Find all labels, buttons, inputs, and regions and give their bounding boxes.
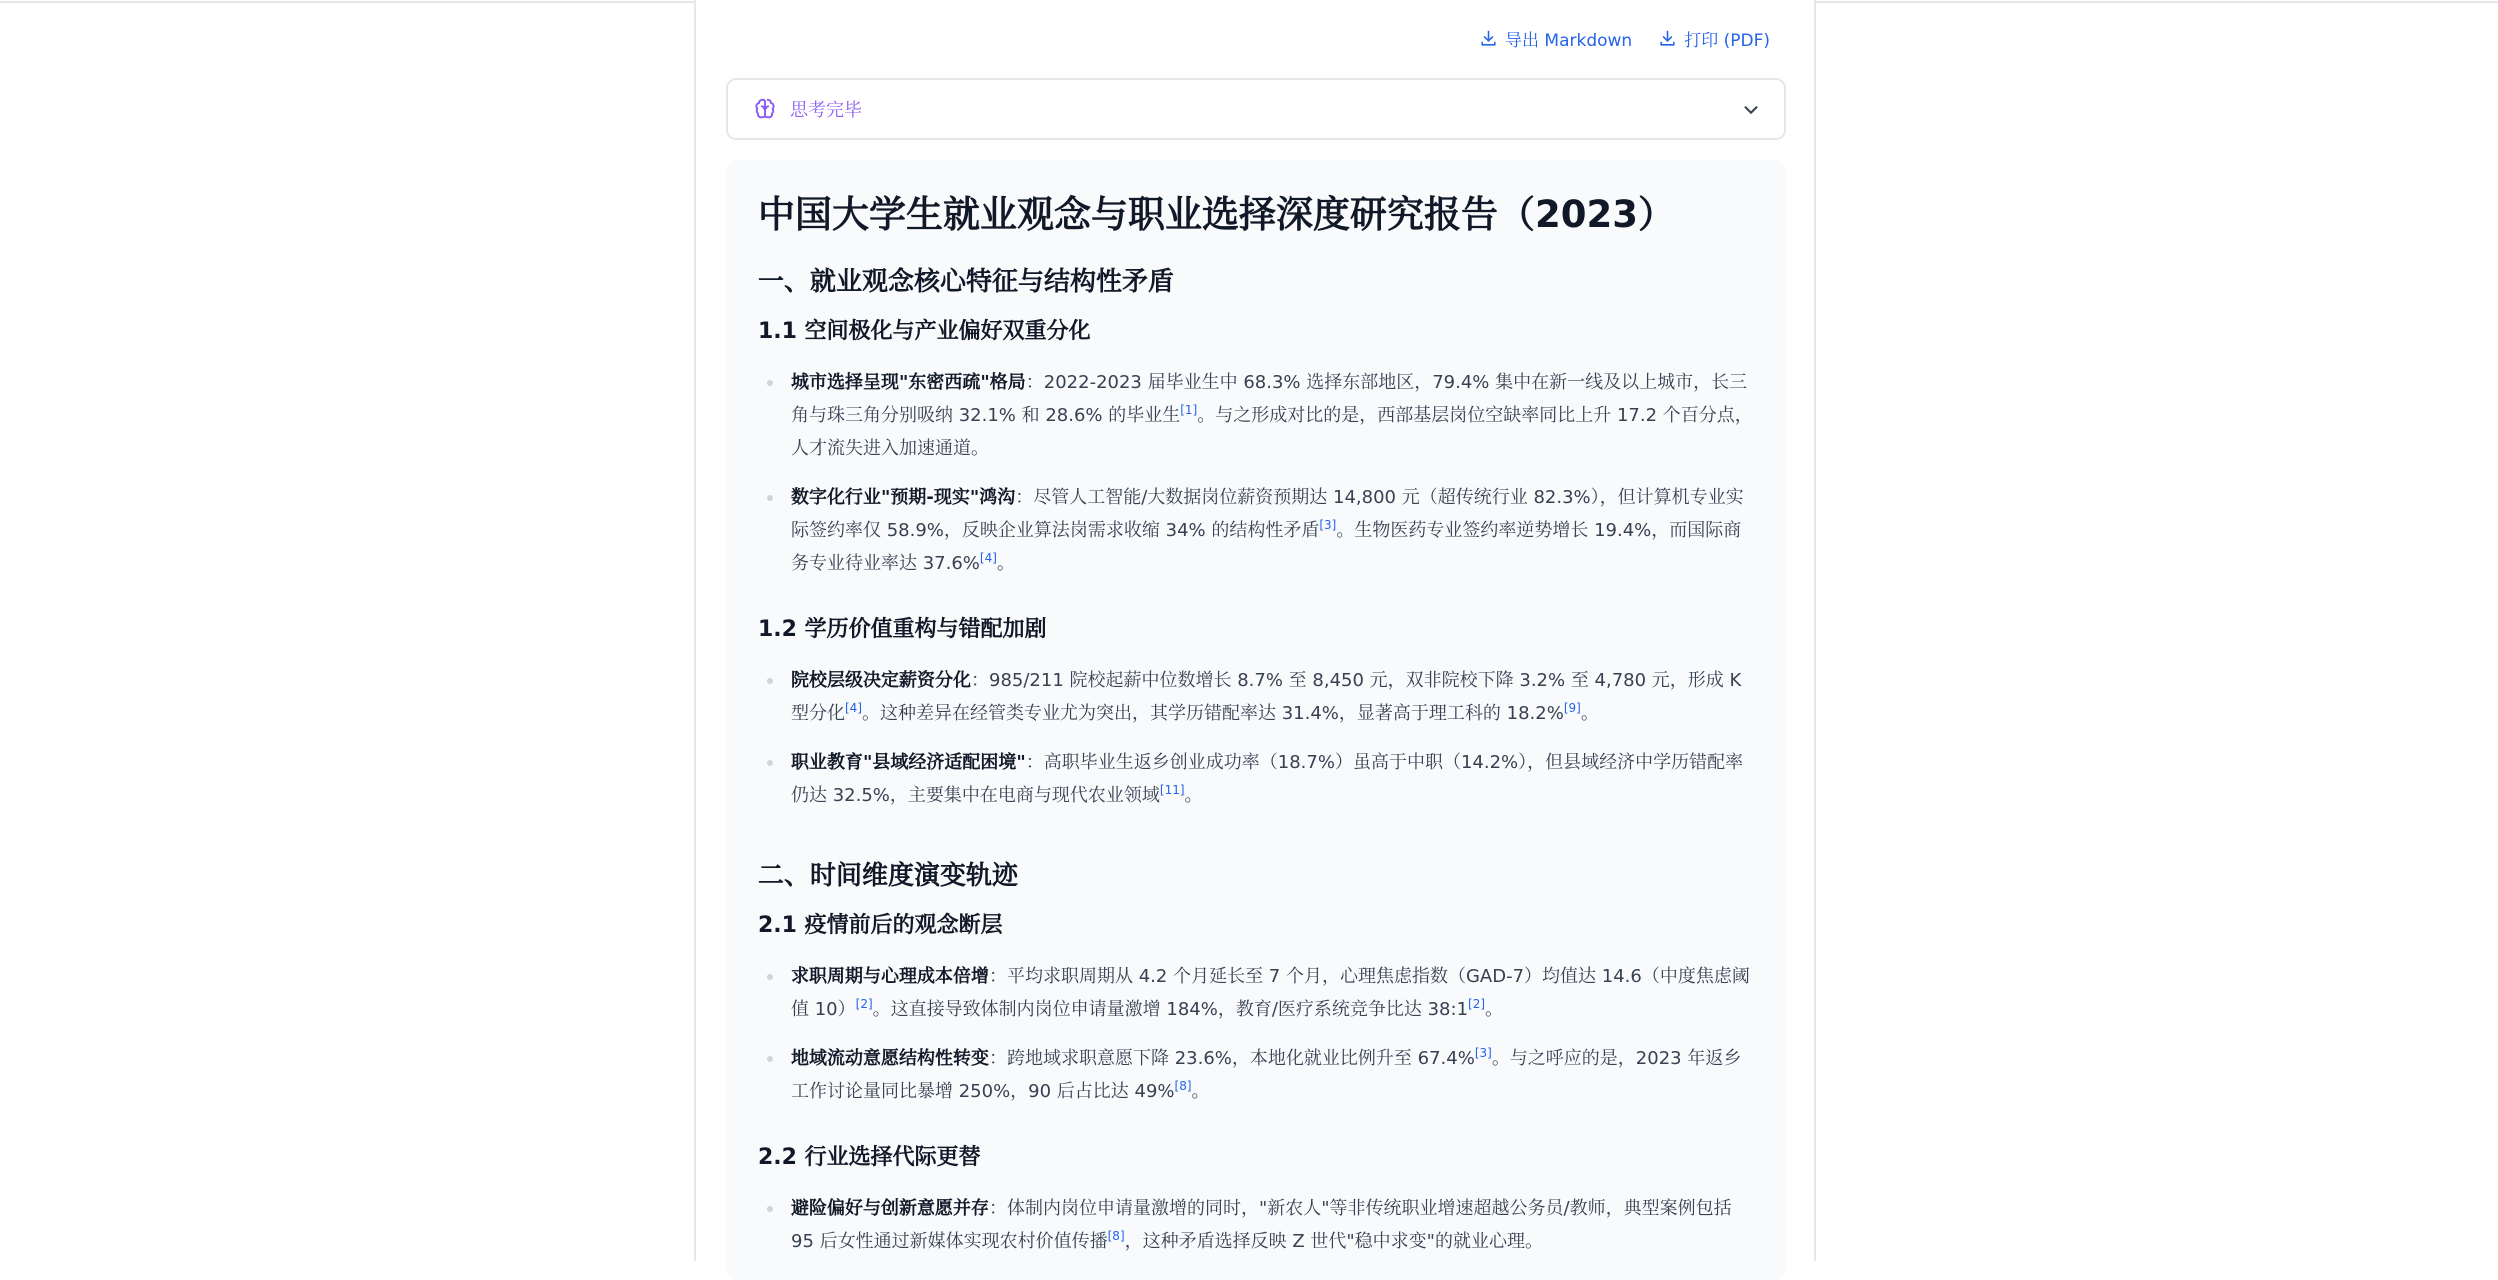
citation-link[interactable]: [3]: [1319, 518, 1337, 532]
item-label: 避险偏好与创新意愿并存: [791, 1198, 989, 1219]
bullet-list: [758, 960, 1754, 1108]
item-text: 。: [996, 553, 1015, 574]
citation-link[interactable]: [9]: [1563, 701, 1581, 715]
subsection-heading: 2.2 行业选择代际更替: [758, 1145, 981, 1170]
list-item: [758, 960, 1754, 1026]
item-text: ，这种矛盾选择反映 Z 世代"稳中求变"的就业心理。: [1124, 1231, 1543, 1252]
thinking-toggle[interactable]: [726, 78, 1786, 140]
bullet-list: [758, 664, 1754, 812]
item-text: 。: [1191, 1081, 1210, 1102]
citation-link[interactable]: [11]: [1159, 783, 1185, 797]
item-text: 。生物医药专业签约率逆势增长 19.4%，而国际商务专业待业率达 37.6%: [791, 520, 1742, 574]
item-text: 。: [1184, 785, 1203, 806]
list-item: [758, 366, 1754, 465]
thinking-status: 思考完毕: [790, 100, 862, 121]
citation-link[interactable]: [8]: [1174, 1079, 1192, 1093]
list-item: [758, 1192, 1754, 1258]
export-markdown-label: 导出 Markdown: [1505, 31, 1633, 51]
bullet-list: [758, 1192, 1754, 1258]
list-item: [758, 481, 1754, 580]
item-text: ：尽管人工智能/大数据岗位薪资预期达 14,800 元（超传统行业 82.3%），但计算机专业实际签约率仅 58.9%，反映企业算法岗需求收缩 34% 的结构性矛盾: [791, 487, 1744, 541]
item-text: 。这种差异在经管类专业尤为突出，其学历错配率达 31.4%，显著高于理工科的 18.2%: [862, 703, 1564, 724]
chevron-down-icon: [1740, 99, 1762, 121]
item-text: 。这直接导致体制内岗位申请量激增 184%，教育/医疗系统竞争比达 38:1: [872, 999, 1469, 1020]
item-text: ：985/211 院校起薪中位数增长 8.7% 至 8,450 元，双非院校下降 3.2% 至 4,780 元，形成 K 型分化: [791, 670, 1742, 724]
item-label: 职业教育"县域经济适配困境": [791, 752, 1026, 773]
citation-link[interactable]: [4]: [845, 701, 862, 715]
export-markdown-button[interactable]: [1479, 26, 1632, 51]
section-heading: 一、就业观念核心特征与结构性矛盾: [758, 267, 1175, 297]
item-label: 地域流动意愿结构性转变: [791, 1048, 989, 1069]
download-icon: [1658, 29, 1677, 48]
list-item: [758, 664, 1754, 730]
subsection-heading: 1.1 空间极化与产业偏好双重分化: [758, 319, 1091, 344]
citation-link[interactable]: [3]: [1474, 1046, 1492, 1060]
citation-link[interactable]: [8]: [1107, 1229, 1125, 1243]
item-text: ：2022-2023 届毕业生中 68.3% 选择东部地区，79.4% 集中在新一线及以上城市，长三角与珠三角分别吸纳 32.1% 和 28.6% 的毕业生: [791, 372, 1748, 426]
citation-link[interactable]: [2]: [855, 997, 873, 1011]
print-pdf-label: 打印 (PDF): [1684, 31, 1770, 51]
item-label: 院校层级决定薪资分化: [791, 670, 971, 691]
item-label: 求职周期与心理成本倍增: [791, 966, 989, 987]
item-text: ：体制内岗位申请量激增的同时，"新农人"等非传统职业增速超越公务员/教师，典型案例包括 95 后女性通过新媒体实现农村价值传播: [791, 1198, 1732, 1252]
report-actions: [1479, 26, 1770, 51]
brain-icon: [752, 96, 778, 122]
item-text: ：高职毕业生返乡创业成功率（18.7%）虽高于中职（14.2%），但县域经济中学历错配率仍达 32.5%，主要集中在电商与现代农业领域: [791, 752, 1744, 806]
print-pdf-button[interactable]: [1658, 26, 1770, 51]
item-label: 城市选择呈现"东密西疏"格局: [791, 372, 1026, 393]
subsection-heading: 1.2 学历价值重构与错配加剧: [758, 617, 1047, 642]
item-text: 。: [1580, 703, 1599, 724]
report-content: [726, 160, 1786, 1280]
bullet-list: [758, 366, 1754, 580]
section-heading: 二、时间维度演变轨迹: [758, 861, 1019, 891]
list-item: [758, 746, 1754, 812]
citation-link[interactable]: [2]: [1468, 997, 1486, 1011]
download-icon: [1479, 29, 1498, 48]
citation-link[interactable]: [1]: [1180, 403, 1198, 417]
citation-link[interactable]: [4]: [979, 551, 997, 565]
list-item: [758, 1042, 1754, 1108]
subsection-heading: 2.1 疫情前后的观念断层: [758, 913, 1003, 938]
item-text: ：跨地域求职意愿下降 23.6%，本地化就业比例升至 67.4%: [989, 1048, 1475, 1069]
item-text: 。: [1485, 999, 1504, 1020]
item-text: 。与之呼应的是，2023 年返乡工作讨论量同比暴增 250%，90 后占比达 49%: [791, 1048, 1742, 1102]
report-title: 中国大学生就业观念与职业选择深度研究报告（2023）: [758, 193, 1675, 236]
report-panel: [694, 0, 1816, 1261]
item-text: ：平均求职周期从 4.2 个月延长至 7 个月，心理焦虑指数（GAD-7）均值达 14.6（中度焦虑阈值 10）: [791, 966, 1750, 1020]
item-text: 。与之形成对比的是，西部基层岗位空缺率同比上升 17.2 个百分点，人才流失进入加速通道。: [791, 405, 1753, 459]
item-label: 数字化行业"预期-现实"鸿沟: [791, 487, 1016, 508]
